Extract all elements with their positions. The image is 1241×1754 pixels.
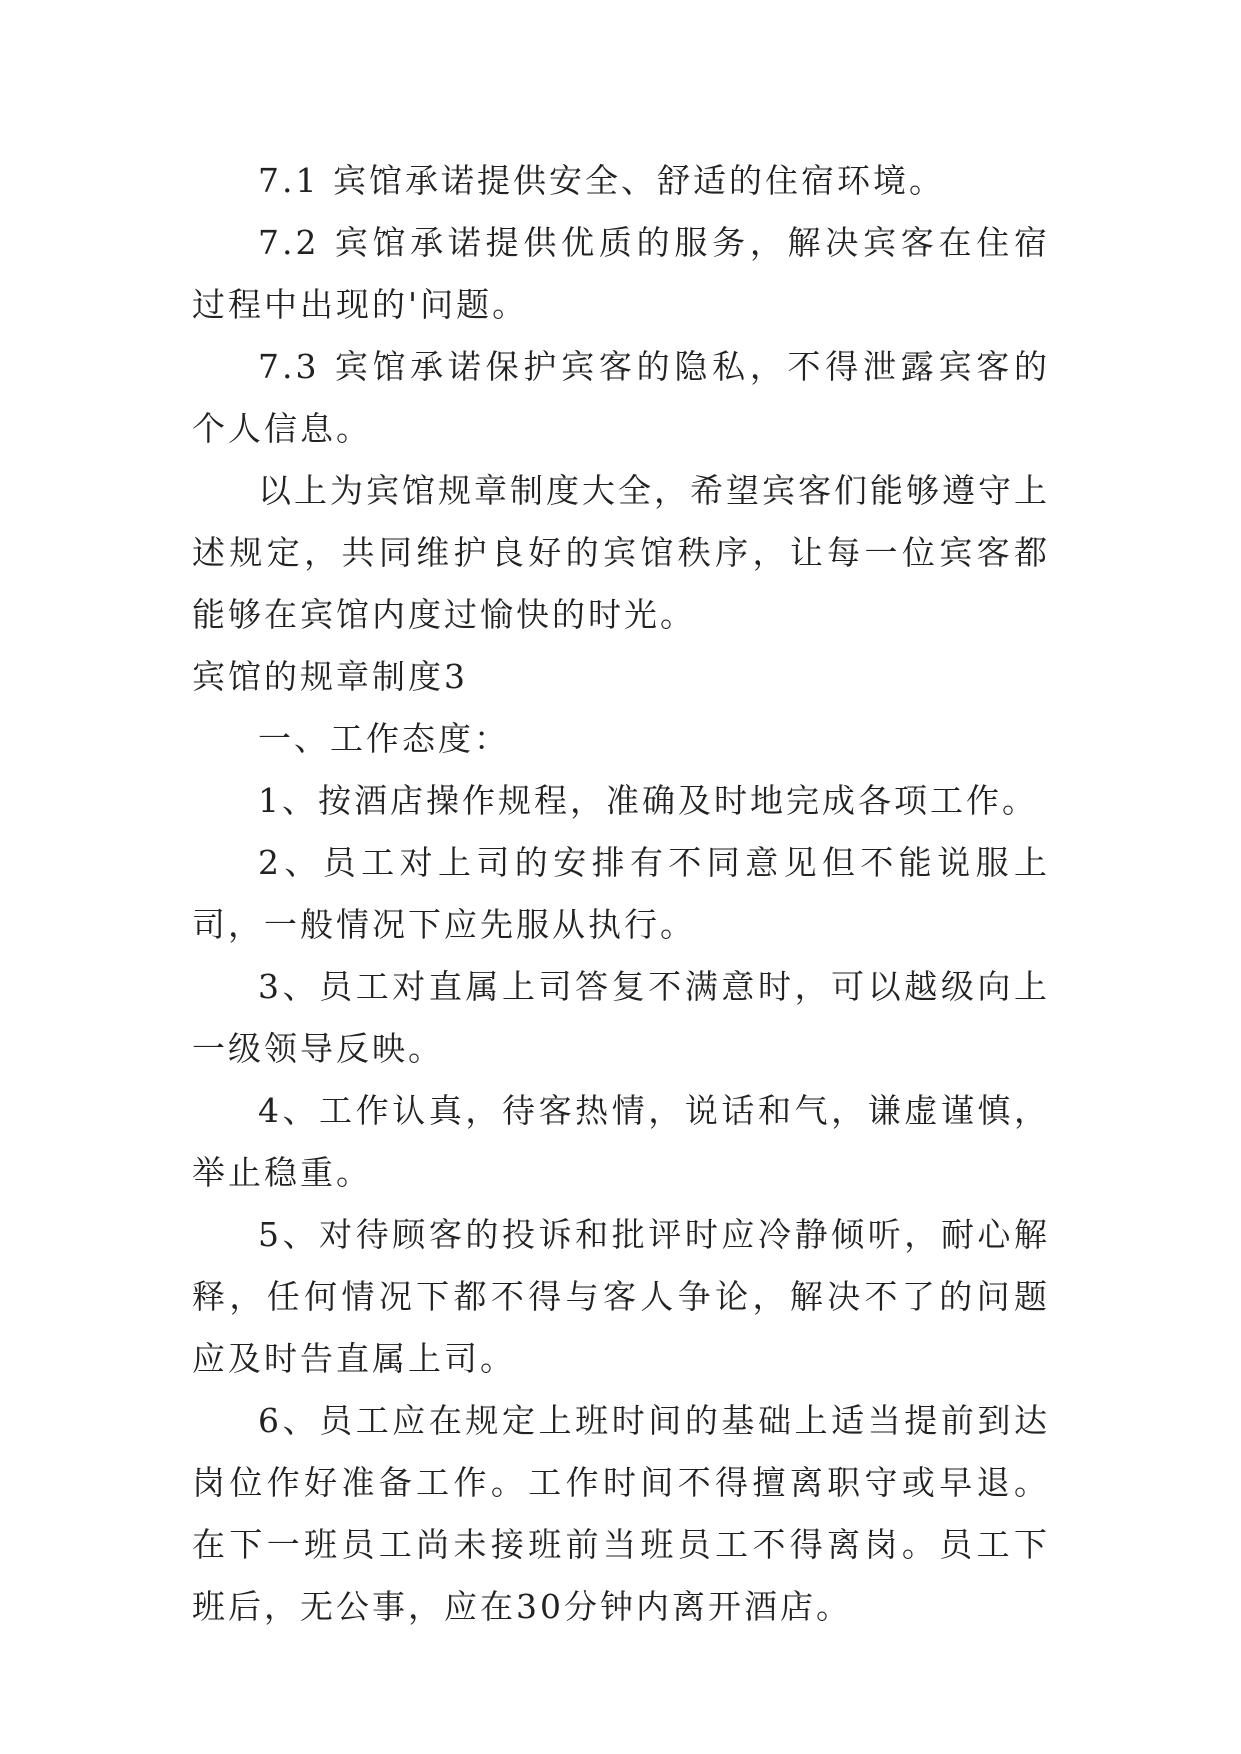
paragraph-7-2: 7.2 宾馆承诺提供优质的服务，解决宾客在住宿过程中出现的'问题。 — [192, 223, 1050, 324]
paragraph-rule-3: 3、员工对直属上司答复不满意时，可以越级向上一级领导反映。 — [192, 967, 1050, 1068]
paragraph-summary: 以上为宾馆规章制度大全，希望宾客们能够遵守上述规定，共同维护良好的宾馆秩序，让每一位宾客都能够在宾馆内度过愉快的时光。 — [192, 471, 1050, 634]
paragraph-rule-1: 1、按酒店操作规程，准确及时地完成各项工作。 — [258, 781, 1038, 820]
paragraph-7-3: 7.3 宾馆承诺保护宾客的隐私，不得泄露宾客的个人信息。 — [192, 347, 1050, 448]
paragraph-7-1: 7.1 宾馆承诺提供安全、舒适的住宿环境。 — [258, 161, 945, 200]
subsection-heading-work-attitude: 一、工作态度： — [258, 719, 510, 758]
paragraph-rule-2: 2、员工对上司的安排有不同意见但不能说服上司，一般情况下应先服从执行。 — [192, 843, 1050, 944]
section-title: 宾馆的规章制度3 — [192, 657, 468, 696]
paragraph-rule-4: 4、工作认真，待客热情，说话和气，谦虚谨慎，举止稳重。 — [192, 1091, 1050, 1192]
document-body — [192, 150, 1050, 1638]
paragraph-rule-6: 6、员工应在规定上班时间的基础上适当提前到达岗位作好准备工作。工作时间不得擅离职守或早退。在下一班员工尚未接班前当班员工不得离岗。员工下班后，无公事，应在30分钟内离开酒店。 — [192, 1401, 1050, 1626]
paragraph-rule-5: 5、对待顾客的投诉和批评时应冷静倾听，耐心解释，任何情况下都不得与客人争论，解决不了的问题应及时告直属上司。 — [192, 1215, 1050, 1378]
